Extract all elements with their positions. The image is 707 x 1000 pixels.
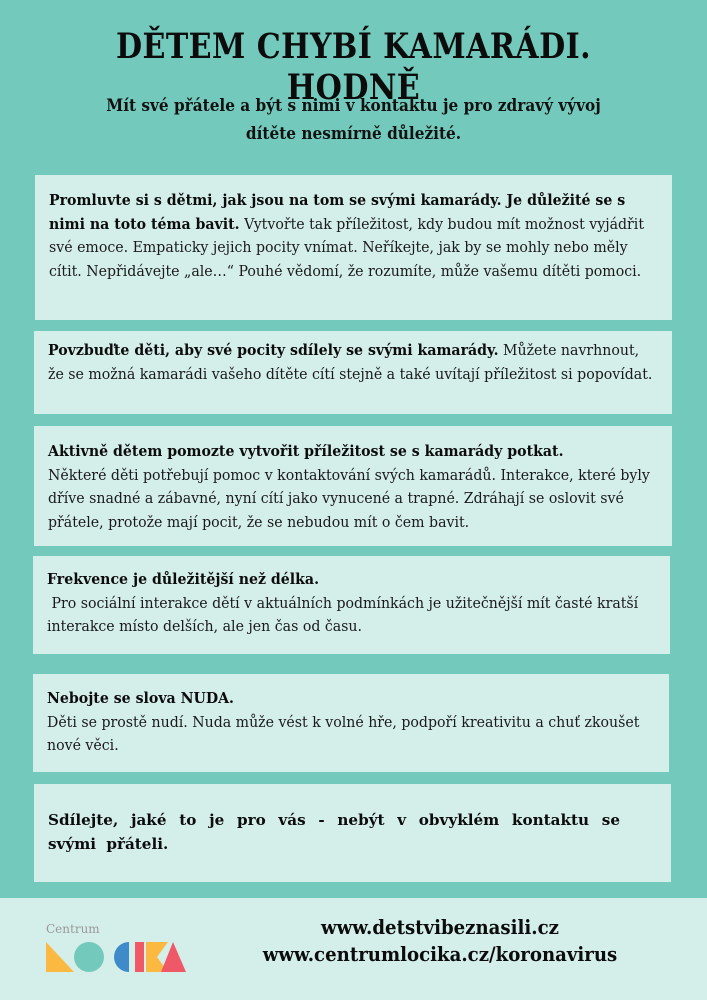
tip-card-frequency — [33, 556, 670, 654]
page-title: DĚTEM CHYBÍ KAMARÁDI. HODNĚ — [115, 26, 592, 108]
subtitle-line-2: dítěte nesmírně důležité. — [245, 124, 462, 144]
tip-card-share — [34, 784, 671, 882]
logo-letter-c-halfcircle — [114, 942, 129, 972]
link-detstvibeznasili[interactable]: www.detstvibeznasili.cz — [321, 916, 559, 939]
logo-letter-o-circle — [74, 942, 104, 972]
tip-heading: Povzbuďte děti, aby své pocity sdílely se svými kamarády. — [48, 341, 499, 359]
link-centrumlocika-koronavirus[interactable]: www.centrumlocika.cz/koronavirus — [262, 943, 618, 966]
logo-letter-l-triangle — [46, 942, 74, 972]
tip-card-meet — [34, 426, 672, 546]
tip-heading: Nebojte se slova NUDA. — [47, 689, 234, 707]
logo-centrum-text: Centrum — [46, 922, 100, 936]
tip-body: Můžete navrhnout, že se možná kamarádi vašeho dítěte cítí stejně a také uvítají příležitost si popovídat. — [48, 341, 653, 383]
tip-card-talk — [35, 175, 672, 320]
page-subtitle — [89, 92, 617, 148]
tip-card-boredom — [33, 674, 669, 772]
tip-heading: Aktivně dětem pomozte vytvořit příležitost se s kamarády potkat. — [48, 442, 564, 460]
tip-card-encourage — [34, 331, 672, 414]
tip-body: Některé děti potřebují pomoc v kontaktování svých kamarádů. Interakce, které byly dříve snadné a zábavné, nyní cítí jako vynucené a trapné. Zdráhají se oslovit své přátele, protože mají pocit, že se nebudou mít o čem bavit. — [48, 465, 650, 531]
locika-logo — [46, 942, 186, 972]
subtitle-line-1: Mít své přátele a být s nimi v kontaktu je pro zdravý vývoj — [106, 96, 601, 116]
tip-body: Děti se prostě nudí. Nuda může vést k volné hře, podpoří kreativitu a chuť zkoušet nové věci. — [47, 712, 640, 754]
footer — [0, 898, 707, 1000]
logo-letter-a-triangle — [161, 942, 186, 972]
tip-body: Vytvořte tak příležitost, kdy budou mít možnost vyjádřit své emoce. Empaticky jejich pocity vnímat. Neříkejte, jak by se mohly nebo měly cítit. Nepřidávejte „ale…“ Pouhé vědomí, že rozumíte, může vašemu dítěti pomoci. — [49, 214, 645, 280]
footer-links — [254, 914, 626, 968]
tip-heading: Frekvence je důležitější než délka. — [47, 570, 319, 588]
tip-body: Pro sociální interakce dětí v aktuálních podmínkách je užitečnější mít časté kratší interakce místo delších, ale jen čas od času. — [47, 593, 643, 635]
tip-heading: Promluvte si s dětmi, jak jsou na tom se svými kamarády. Je důležité se s nimi na toto téma bavit. — [49, 191, 626, 233]
tip-heading: Sdílejte, jaké to je pro vás - nebýt v obvyklém kontaktu se svými přáteli. — [48, 811, 620, 853]
logo-letter-i-bar — [135, 942, 144, 972]
